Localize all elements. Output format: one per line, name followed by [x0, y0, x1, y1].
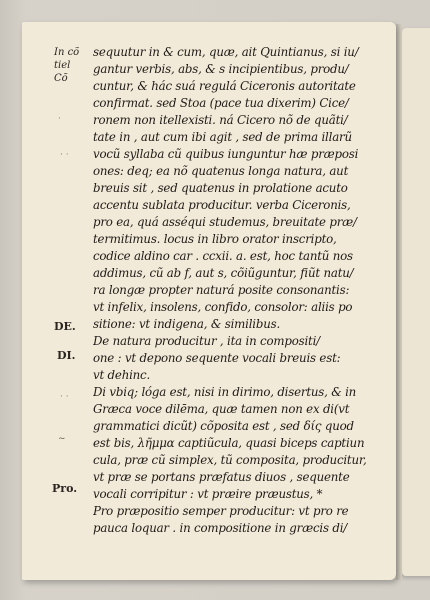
- text-line: est bis, λῆμμα captiũcula, quasi biceps captiun: [93, 436, 365, 450]
- margin-note-di: DI.: [57, 349, 76, 362]
- text-line: cula, præ cũ simplex, tũ composita, producitur,: [93, 453, 367, 467]
- text-line: Pro præpositio semper producitur: vt pro re: [93, 504, 349, 518]
- show-through-mark: ·: [58, 114, 61, 124]
- text-line: vocali corripitur : vt præire præustus, *: [93, 487, 323, 501]
- text-line: Di vbiq; lóga est, nisi in dirimo, disertus, & in: [93, 385, 357, 399]
- text-line: vt dehinc.: [93, 368, 151, 382]
- show-through-mark: · ·: [60, 150, 69, 160]
- text-line: vocũ syllaba cũ quibus iunguntur hæ præposi: [93, 147, 359, 161]
- main-text-block: [93, 44, 398, 537]
- text-line: gantur verbis, abs, & s incipientibus, produ/: [93, 62, 349, 76]
- text-line: vt infelix, insolens, confido, consolor: aliis po: [93, 300, 353, 314]
- margin-note-top-1: In cõ: [54, 47, 80, 58]
- text-line: termitimus. locus in libro orator inscripto,: [93, 232, 337, 246]
- text-line: addimus, cũ ab f, aut s, cõiũguntur, fiũt natu/: [93, 266, 354, 280]
- text-line: ones: deq; ea nõ quatenus longa natura, aut: [93, 164, 349, 178]
- text-line: pro ea, quá asséqui studemus, breuitate præ/: [93, 215, 357, 229]
- margin-note-top: [54, 46, 79, 85]
- show-through-mark: · ·: [60, 392, 69, 402]
- text-line: cuntur, & hác suá regulá Ciceronis autoritate: [93, 79, 356, 93]
- text-line: confirmat. sed Stoa (pace tua dixerim) Cice/: [93, 96, 349, 110]
- margin-note-top-2: tiel: [54, 60, 71, 71]
- text-line: De natura producitur , ita in compositi/: [93, 334, 320, 348]
- margin-note-pro: Pro.: [52, 482, 78, 495]
- margin-note-de: DE.: [54, 320, 76, 333]
- show-through-mark: ~: [58, 434, 66, 444]
- margin-note-top-3: Cõ: [54, 73, 68, 84]
- text-line: sequutur in & cum, quæ, ait Quintianus, si iu/: [93, 45, 359, 59]
- text-line: tate in , aut cum ibi agit , sed de prima illarũ: [93, 130, 352, 144]
- text-line: codice aldino car . ccxii. a. est, hoc tantũ nos: [93, 249, 353, 263]
- text-line: vt præ se portans præfatus diuos , sequente: [93, 470, 350, 484]
- text-line: accentu sublata producitur. verba Ciceronis,: [93, 198, 351, 212]
- text-line: pauca loquar . in compositione in græcis di/: [93, 521, 348, 535]
- text-line: grammatici dicũt) cõposita est , sed δίς quod: [93, 419, 354, 433]
- text-line: Græca voce dilēma, quæ tamen non ex di(vt: [93, 402, 350, 416]
- text-line: breuis sit , sed quatenus in prolatione acuto: [93, 181, 348, 195]
- text-line: one : vt depono sequente vocali breuis est:: [93, 351, 341, 365]
- text-line: ra longæ propter naturá posite consonantis:: [93, 283, 350, 297]
- text-line: ronem non itellexisti. ná Cicero nõ de quãti/: [93, 113, 348, 127]
- text-line: sitione: vt indigena, & similibus.: [93, 317, 280, 331]
- next-page-edge: [402, 28, 430, 576]
